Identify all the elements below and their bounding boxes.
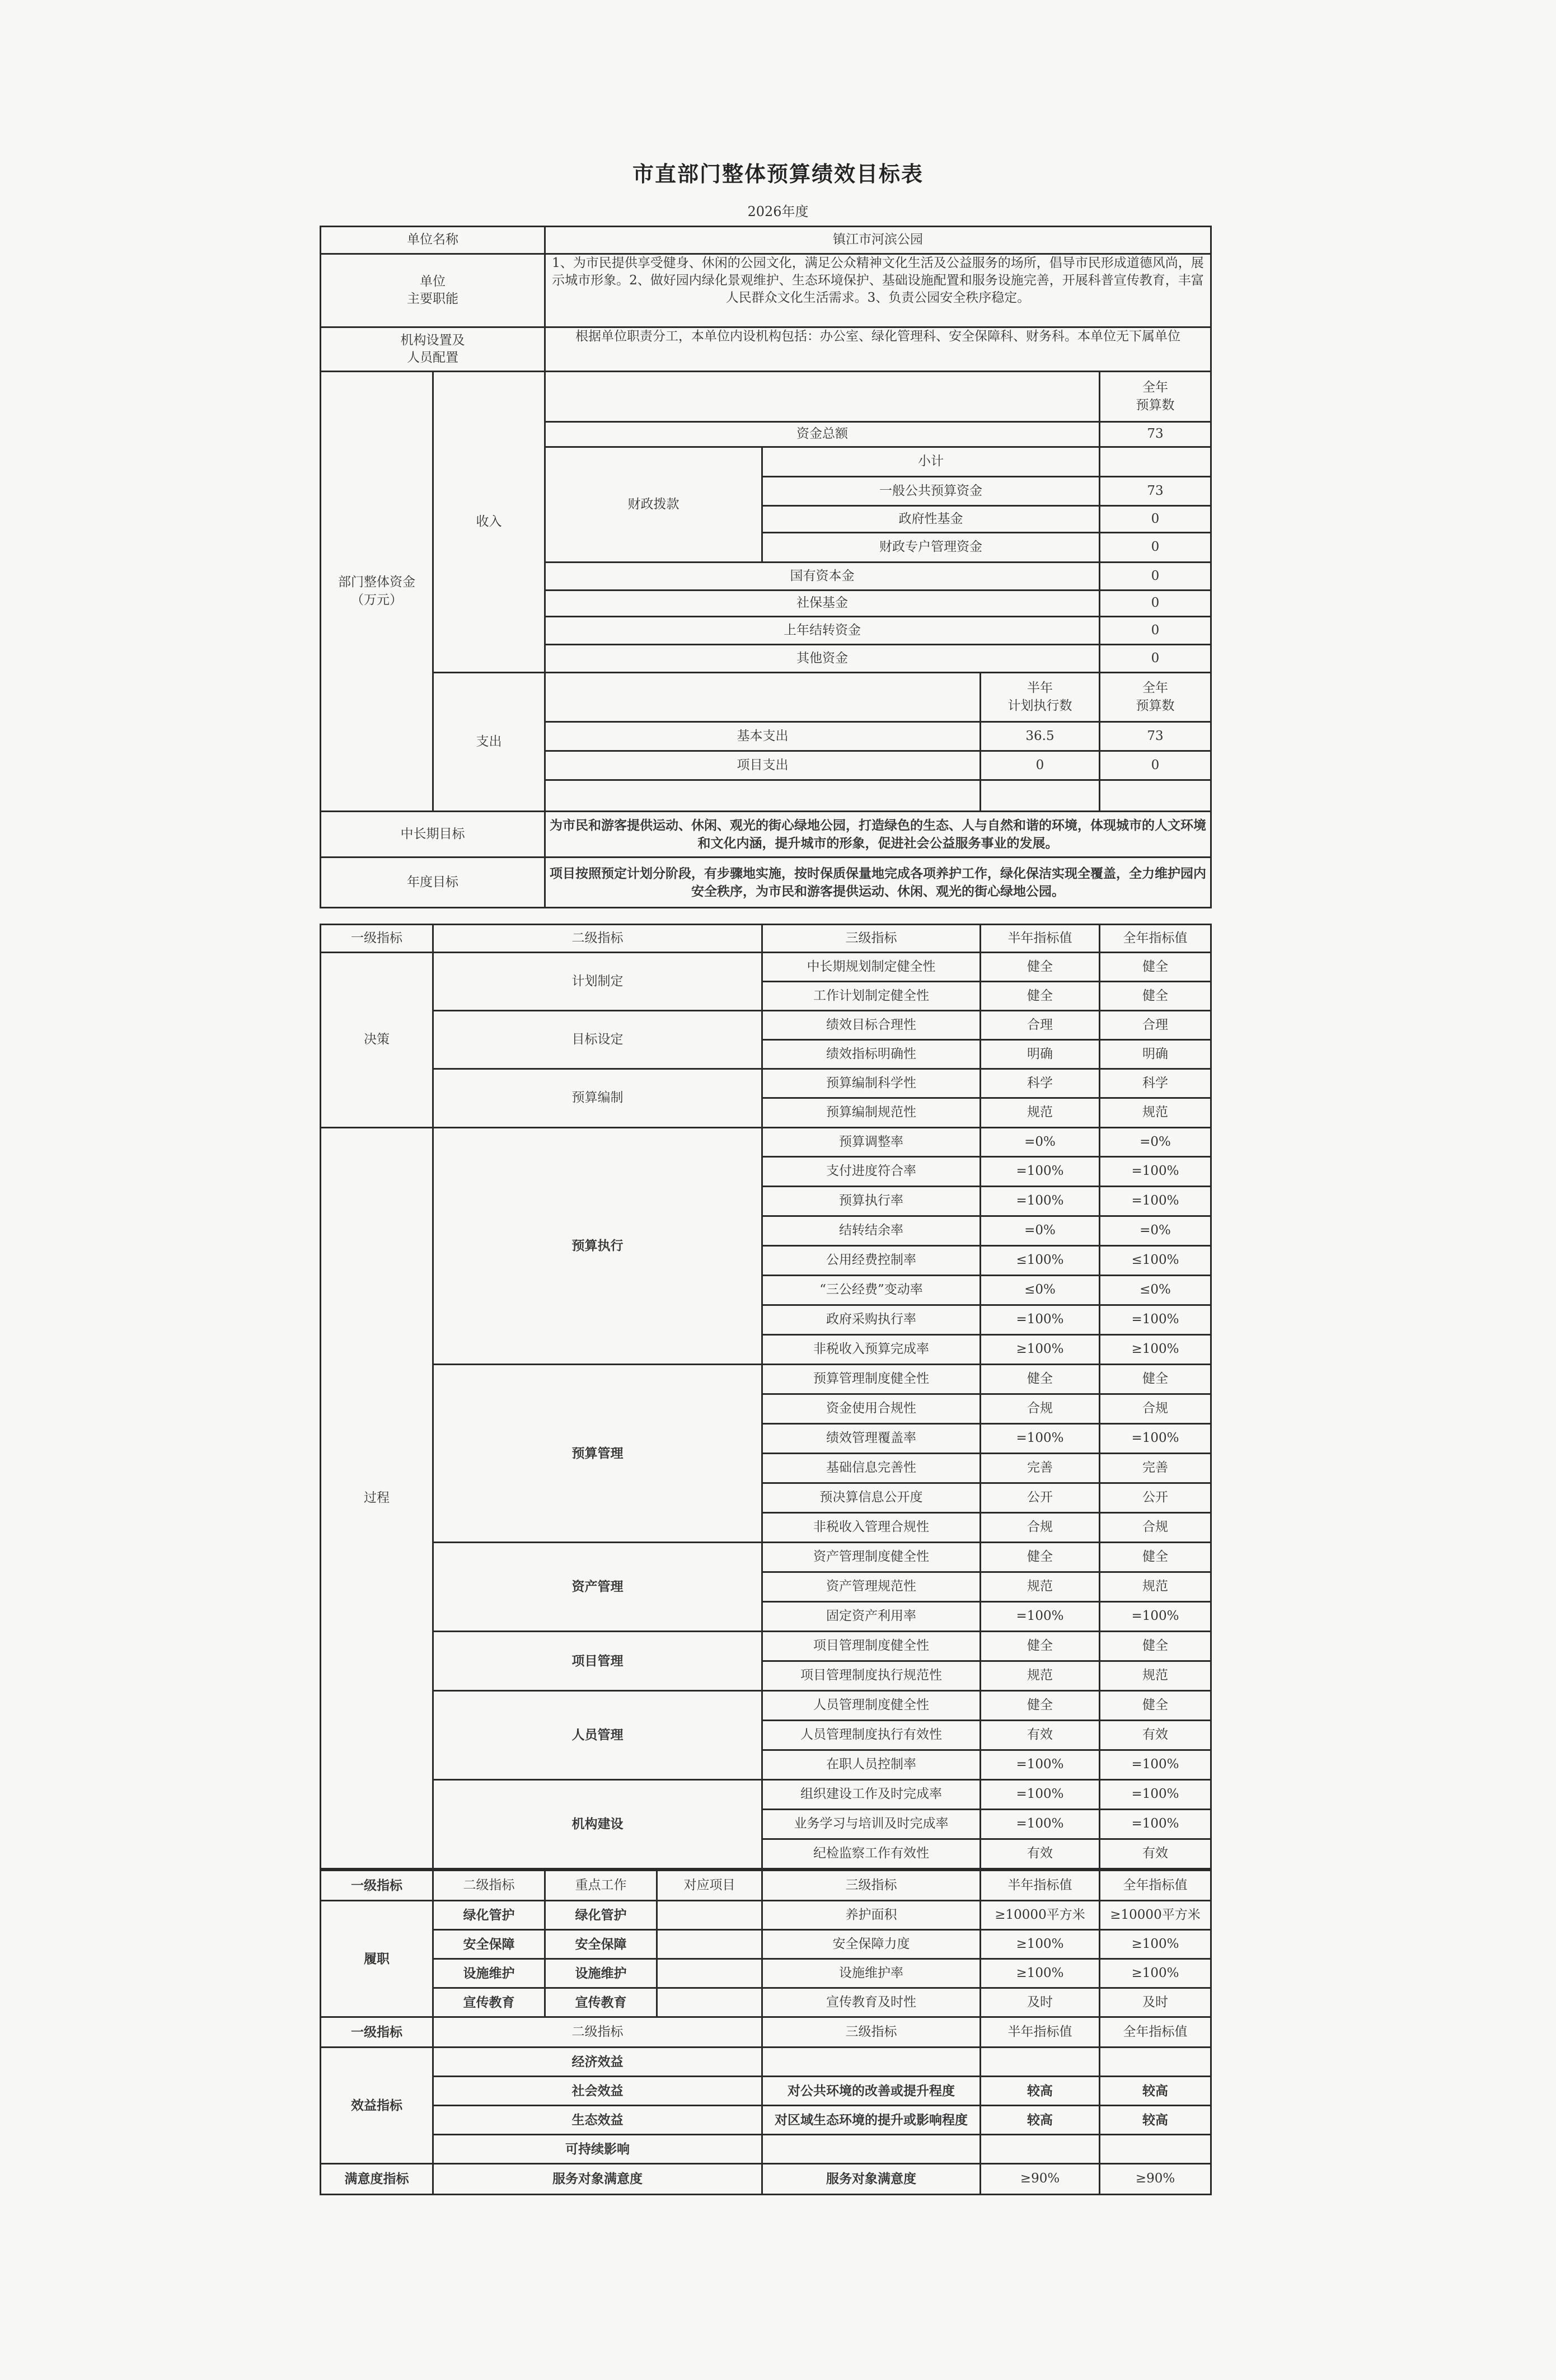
full-value: ≥100% [1100, 1959, 1211, 1988]
level2-indicator: 设施维护 [433, 1959, 545, 1988]
half-value: 公开 [981, 1483, 1100, 1513]
level2-indicator: 安全保障 [433, 1930, 545, 1959]
half-value: 合理 [981, 1011, 1100, 1040]
fiscal-row-value: 73 [1100, 477, 1211, 506]
full-value: 健全 [1100, 982, 1211, 1011]
full-value: 公开 [1100, 1483, 1211, 1513]
header-key-work: 重点工作 [545, 1871, 657, 1901]
half-value: 健全 [981, 982, 1100, 1011]
full-year-header: 全年 预算数 [1100, 372, 1211, 422]
full-value: 有效 [1100, 1839, 1211, 1869]
fiscal-year: 2026年度 [747, 204, 809, 219]
expense-label: 支出 [433, 673, 545, 812]
level3-indicator: 设施维护率 [762, 1959, 981, 1988]
header-level3: 三级指标 [762, 1871, 981, 1901]
full-value: =0% [1100, 1216, 1211, 1246]
half-value: 有效 [981, 1839, 1100, 1869]
level3-indicator: 支付进度符合率 [762, 1157, 981, 1187]
duty-label: 履职 [321, 1901, 433, 2017]
unit-info-table [320, 226, 1212, 908]
unit-name-label: 单位名称 [321, 227, 545, 254]
full-value: 规范 [1100, 1661, 1211, 1691]
key-work: 宣传教育 [545, 1988, 657, 2017]
expense-row-label: 基本支出 [545, 722, 981, 751]
half-value: =100% [981, 1157, 1100, 1187]
process-label: 过程 [321, 1128, 433, 1869]
half-value: =100% [981, 1750, 1100, 1780]
half-value: 健全 [981, 953, 1100, 982]
half-value: 有效 [981, 1721, 1100, 1750]
level2-indicator: 机构建设 [433, 1780, 762, 1869]
header-level1: 一级指标 [321, 925, 433, 953]
full-value: =100% [1100, 1424, 1211, 1454]
header-level2: 二级指标 [433, 2017, 762, 2048]
level2-indicator: 预算执行 [433, 1128, 762, 1365]
level2-indicator: 经济效益 [433, 2048, 762, 2077]
other-fund-label: 上年结转资金 [545, 617, 1100, 645]
annual-goal-label: 年度目标 [321, 858, 545, 908]
total-value: 73 [1100, 422, 1211, 447]
level3-indicator: 预算调整率 [762, 1128, 981, 1157]
total-label: 资金总额 [545, 422, 1100, 447]
fiscal-row-label: 财政专户管理资金 [762, 533, 1100, 563]
half-value: ≥100% [981, 1959, 1100, 1988]
fiscal-label: 财政拨款 [545, 447, 762, 563]
full-value: 及时 [1100, 1988, 1211, 2017]
full-value: =100% [1100, 1305, 1211, 1335]
mid-term-goal-label: 中长期目标 [321, 812, 545, 858]
project [657, 1988, 762, 2017]
level3-indicator: 人员管理制度健全性 [762, 1691, 981, 1721]
half-value [981, 2135, 1100, 2164]
full-value [1100, 2048, 1211, 2077]
mid-term-goal-text: 为市民和游客提供运动、休闲、观光的街心绿地公园，打造绿色的生态、人与自然和谐的环境，体现城市的人文环境和文化内涵，提升城市的形象，促进社会公益服务事业的发展。 [545, 812, 1211, 858]
level3-indicator: 在职人员控制率 [762, 1750, 981, 1780]
expense-row-half: 36.5 [981, 722, 1100, 751]
full-value: =100% [1100, 1187, 1211, 1216]
level2-indicator: 目标设定 [433, 1011, 762, 1069]
other-fund-value: 0 [1100, 617, 1211, 645]
income-header-blank [545, 372, 1100, 422]
level3-indicator: 公用经费控制率 [762, 1246, 981, 1276]
level3-indicator: 养护面积 [762, 1901, 981, 1930]
expense-row-label [545, 780, 981, 812]
level3-indicator: 安全保障力度 [762, 1930, 981, 1959]
level3-indicator: 对公共环境的改善或提升程度 [762, 2077, 981, 2106]
full-value: =100% [1100, 1157, 1211, 1187]
half-value: 科学 [981, 1069, 1100, 1098]
full-value: =100% [1100, 1750, 1211, 1780]
level3-indicator: 预决算信息公开度 [762, 1483, 981, 1513]
level2-indicator: 计划制定 [433, 953, 762, 1011]
level3-indicator: 对区域生态环境的提升或影响程度 [762, 2106, 981, 2135]
header-half: 半年指标值 [981, 2017, 1100, 2048]
half-value: ≥90% [981, 2164, 1100, 2195]
level3-indicator: 业务学习与培训及时完成率 [762, 1810, 981, 1839]
half-value [981, 2048, 1100, 2077]
header-project: 对应项目 [657, 1871, 762, 1901]
key-work: 设施维护 [545, 1959, 657, 1988]
level3-indicator: 宣传教育及时性 [762, 1988, 981, 2017]
level3-indicator: 预算执行率 [762, 1187, 981, 1216]
expense-header-blank [545, 673, 981, 722]
header-full: 全年指标值 [1100, 1871, 1211, 1901]
half-year-header: 半年 计划执行数 [981, 673, 1100, 722]
header-level1: 一级指标 [321, 1871, 433, 1901]
level3-indicator: 非税收入预算完成率 [762, 1335, 981, 1365]
level3-indicator: 服务对象满意度 [762, 2164, 981, 2195]
half-value: 明确 [981, 1040, 1100, 1069]
level3-indicator: 固定资产利用率 [762, 1602, 981, 1632]
full-value: =100% [1100, 1602, 1211, 1632]
level3-indicator: “三公经费”变动率 [762, 1276, 981, 1305]
other-fund-value: 0 [1100, 645, 1211, 673]
other-fund-value: 0 [1100, 563, 1211, 591]
half-value: 完善 [981, 1454, 1100, 1483]
half-value: 健全 [981, 1543, 1100, 1572]
level3-indicator: 绩效目标合理性 [762, 1011, 981, 1040]
half-value: =100% [981, 1780, 1100, 1810]
key-work: 安全保障 [545, 1930, 657, 1959]
level2-indicator: 项目管理 [433, 1632, 762, 1691]
project [657, 1959, 762, 1988]
full-value: ≤0% [1100, 1276, 1211, 1305]
header-half: 半年指标值 [981, 925, 1100, 953]
half-value: =100% [981, 1424, 1100, 1454]
full-value: 健全 [1100, 953, 1211, 982]
level3-indicator: 预算编制规范性 [762, 1098, 981, 1128]
full-value: 规范 [1100, 1572, 1211, 1602]
fiscal-row-label: 政府性基金 [762, 506, 1100, 533]
expense-row-full: 0 [1100, 751, 1211, 780]
level3-indicator: 项目管理制度执行规范性 [762, 1661, 981, 1691]
header-level2: 二级指标 [433, 1871, 545, 1901]
half-value: ≥100% [981, 1930, 1100, 1959]
other-fund-value: 0 [1100, 591, 1211, 617]
full-value: 合规 [1100, 1394, 1211, 1424]
full-value: ≥100% [1100, 1930, 1211, 1959]
full-value: 健全 [1100, 1691, 1211, 1721]
half-value: 合规 [981, 1394, 1100, 1424]
half-value: =0% [981, 1128, 1100, 1157]
expense-row-full [1100, 780, 1211, 812]
level3-indicator: 项目管理制度健全性 [762, 1632, 981, 1661]
full-value: =100% [1100, 1780, 1211, 1810]
half-value: 较高 [981, 2106, 1100, 2135]
full-value: =100% [1100, 1810, 1211, 1839]
other-fund-label: 国有资本金 [545, 563, 1100, 591]
full-value: 较高 [1100, 2077, 1211, 2106]
expense-row-label: 项目支出 [545, 751, 981, 780]
indicator-table-decision-process [320, 924, 1212, 1870]
header-full: 全年指标值 [1100, 2017, 1211, 2048]
header-level2: 二级指标 [433, 925, 762, 953]
level2-indicator: 资产管理 [433, 1543, 762, 1632]
full-value: ≥10000平方米 [1100, 1901, 1211, 1930]
full-value: 健全 [1100, 1365, 1211, 1394]
full-value: 完善 [1100, 1454, 1211, 1483]
unit-name-value: 镇江市河滨公园 [545, 227, 1211, 254]
half-value: 规范 [981, 1572, 1100, 1602]
expense-row-full: 73 [1100, 722, 1211, 751]
level3-indicator: 非税收入管理合规性 [762, 1513, 981, 1543]
level3-indicator: 中长期规划制定健全性 [762, 953, 981, 982]
half-value: =100% [981, 1187, 1100, 1216]
other-fund-label: 其他资金 [545, 645, 1100, 673]
level2-indicator: 预算编制 [433, 1069, 762, 1128]
level3-indicator: 绩效指标明确性 [762, 1040, 981, 1069]
duty-label: 单位 主要职能 [321, 254, 545, 327]
fiscal-row-label: 一般公共预算资金 [762, 477, 1100, 506]
expense-row-half: 0 [981, 751, 1100, 780]
full-value: =0% [1100, 1128, 1211, 1157]
full-value: 较高 [1100, 2106, 1211, 2135]
level3-indicator: 人员管理制度执行有效性 [762, 1721, 981, 1750]
level3-indicator: 政府采购执行率 [762, 1305, 981, 1335]
level2-indicator: 人员管理 [433, 1691, 762, 1780]
half-value: 及时 [981, 1988, 1100, 2017]
header-level3: 三级指标 [762, 925, 981, 953]
project [657, 1901, 762, 1930]
duty-text: 1、为市民提供享受健身、休闲的公园文化，满足公众精神文化生活及公益服务的场所，倡导市民形成道德风尚，展示城市形象。2、做好园内绿化景观维护、生态环境保护、基础设施配置和服务设施完善，开展科普宣传教育，丰富人民群众文化生活需求。3、负责公园安全秩序稳定。 [545, 254, 1211, 327]
half-value: 合规 [981, 1513, 1100, 1543]
level3-indicator: 资产管理制度健全性 [762, 1543, 981, 1572]
level2-indicator: 生态效益 [433, 2106, 762, 2135]
level2-indicator: 绿化管护 [433, 1901, 545, 1930]
project [657, 1930, 762, 1959]
expense-row-half [981, 780, 1100, 812]
level3-indicator [762, 2048, 981, 2077]
page-title: 市直部门整体预算绩效目标表 [632, 161, 924, 186]
half-value: 健全 [981, 1632, 1100, 1661]
fiscal-row-value: 0 [1100, 506, 1211, 533]
fiscal-row-label: 小计 [762, 447, 1100, 477]
level2-indicator: 社会效益 [433, 2077, 762, 2106]
level3-indicator: 预算编制科学性 [762, 1069, 981, 1098]
full-year-header: 全年 预算数 [1100, 673, 1211, 722]
benefit-label: 效益指标 [321, 2048, 433, 2164]
level3-indicator: 组织建设工作及时完成率 [762, 1780, 981, 1810]
org-text: 根据单位职责分工，本单位内设机构包括：办公室、绿化管理科、安全保障科、财务科。本单位无下属单位 [545, 327, 1211, 372]
level3-indicator: 基础信息完善性 [762, 1454, 981, 1483]
level3-indicator: 预算管理制度健全性 [762, 1365, 981, 1394]
funds-section-label: 部门整体资金（万元） [321, 372, 433, 812]
level3-indicator: 工作计划制定健全性 [762, 982, 981, 1011]
half-value: ≤100% [981, 1246, 1100, 1276]
level3-indicator: 绩效管理覆盖率 [762, 1424, 981, 1454]
header-level3: 三级指标 [762, 2017, 981, 2048]
level3-indicator: 资金使用合规性 [762, 1394, 981, 1424]
level2-indicator: 可持续影响 [433, 2135, 762, 2164]
full-value: 有效 [1100, 1721, 1211, 1750]
full-value: 健全 [1100, 1543, 1211, 1572]
income-label: 收入 [433, 372, 545, 673]
half-value: =0% [981, 1216, 1100, 1246]
level2-indicator: 服务对象满意度 [433, 2164, 762, 2195]
half-value: 较高 [981, 2077, 1100, 2106]
header-level1: 一级指标 [321, 2017, 433, 2048]
half-value: =100% [981, 1305, 1100, 1335]
key-work: 绿化管护 [545, 1901, 657, 1930]
half-value: 健全 [981, 1691, 1100, 1721]
level2-indicator: 预算管理 [433, 1365, 762, 1543]
full-value: 合理 [1100, 1011, 1211, 1040]
half-value: =100% [981, 1602, 1100, 1632]
full-value: ≤100% [1100, 1246, 1211, 1276]
level2-indicator: 宣传教育 [433, 1988, 545, 2017]
other-fund-label: 社保基金 [545, 591, 1100, 617]
fiscal-row-value: 0 [1100, 533, 1211, 563]
full-value: 科学 [1100, 1069, 1211, 1098]
half-value: =100% [981, 1810, 1100, 1839]
decision-label: 决策 [321, 953, 433, 1128]
indicator-table-benefit [320, 2016, 1212, 2195]
org-label: 机构设置及 人员配置 [321, 327, 545, 372]
fiscal-row-value [1100, 447, 1211, 477]
half-value: ≥100% [981, 1335, 1100, 1365]
half-value: ≥10000平方米 [981, 1901, 1100, 1930]
full-value: ≥100% [1100, 1335, 1211, 1365]
half-value: ≤0% [981, 1276, 1100, 1305]
header-full: 全年指标值 [1100, 925, 1211, 953]
half-value: 规范 [981, 1098, 1100, 1128]
full-value: 健全 [1100, 1632, 1211, 1661]
full-value [1100, 2135, 1211, 2164]
level3-indicator: 资产管理规范性 [762, 1572, 981, 1602]
level3-indicator: 结转结余率 [762, 1216, 981, 1246]
half-value: 规范 [981, 1661, 1100, 1691]
half-value: 健全 [981, 1365, 1100, 1394]
satisfaction-label: 满意度指标 [321, 2164, 433, 2195]
header-half: 半年指标值 [981, 1871, 1100, 1901]
level3-indicator: 纪检监察工作有效性 [762, 1839, 981, 1869]
annual-goal-text: 项目按照预定计划分阶段，有步骤地实施，按时保质保量地完成各项养护工作，绿化保洁实现全覆盖，全力维护园内安全秩序，为市民和游客提供运动、休闲、观光的街心绿地公园。 [545, 858, 1211, 908]
full-value: 明确 [1100, 1040, 1211, 1069]
indicator-table-duty [320, 1870, 1212, 2018]
full-value: ≥90% [1100, 2164, 1211, 2195]
full-value: 合规 [1100, 1513, 1211, 1543]
full-value: 规范 [1100, 1098, 1211, 1128]
level3-indicator [762, 2135, 981, 2164]
